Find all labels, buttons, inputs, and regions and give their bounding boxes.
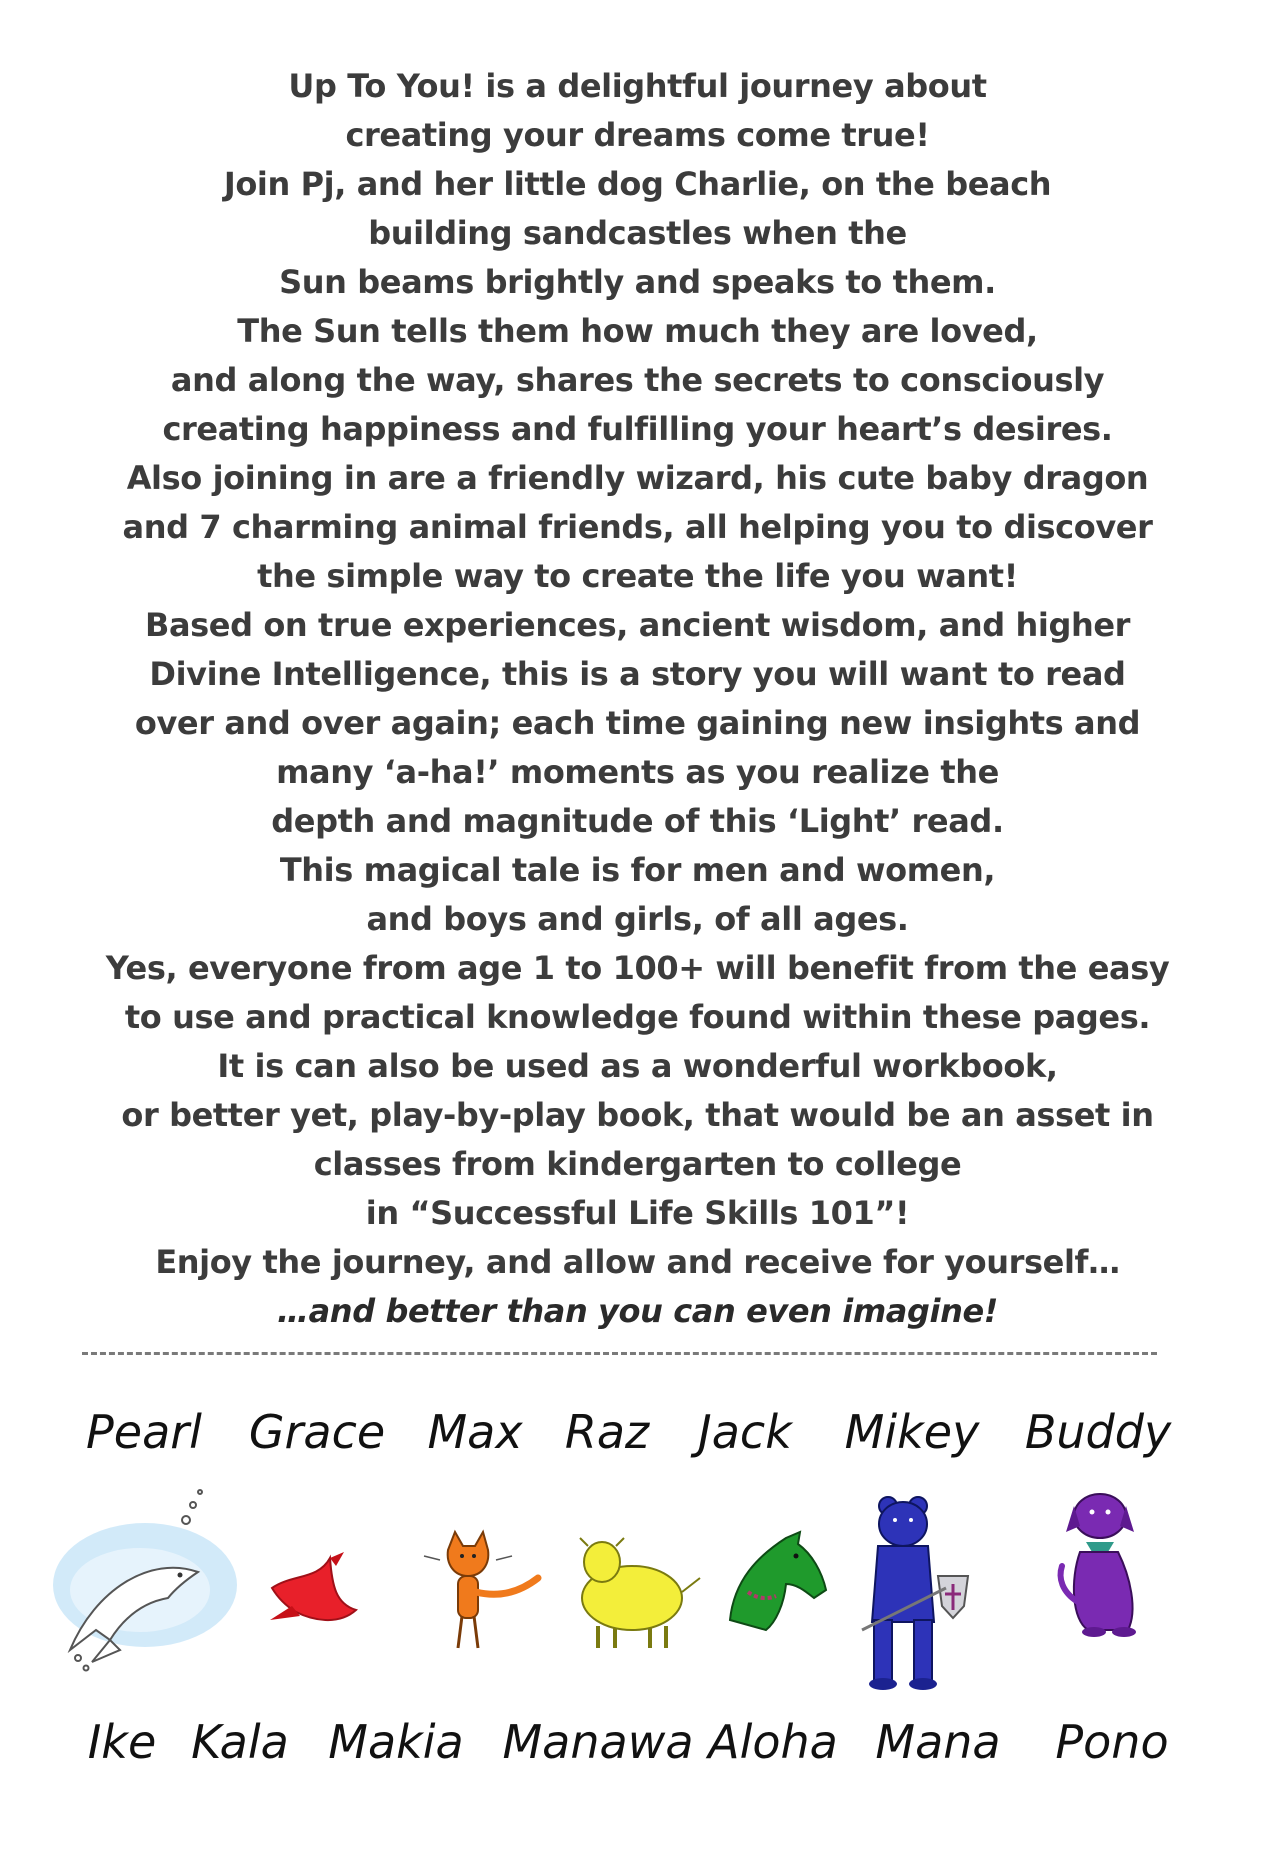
name-buddy: Buddy <box>1024 1405 1172 1459</box>
name-ike: Ike <box>87 1715 157 1769</box>
character-names-top <box>0 1405 1275 1475</box>
description-line: and along the way, shares the secrets to consciously <box>170 361 1105 399</box>
name-makia: Makia <box>328 1715 464 1769</box>
description-line: or better yet, play-by-play book, that would be an asset in <box>121 1096 1154 1134</box>
cow-icon <box>580 1538 700 1648</box>
name-max: Max <box>427 1405 523 1459</box>
cat-icon <box>424 1532 538 1648</box>
name-kala: Kala <box>191 1715 289 1769</box>
description-line: classes from kindergarten to college <box>313 1145 962 1183</box>
name-mikey: Mikey <box>844 1405 980 1459</box>
dog-icon <box>1061 1494 1136 1637</box>
description-line: Yes, everyone from age 1 to 100+ will benefit from the easy <box>105 949 1170 987</box>
description-line: creating happiness and fulfilling your heart’s desires. <box>162 410 1113 448</box>
name-aloha: Aloha <box>708 1715 838 1769</box>
bird-icon <box>270 1552 356 1620</box>
description-line: Up To You! is a delightful journey about <box>288 67 987 105</box>
description-line: building sandcastles when the <box>368 214 907 252</box>
description-line: to use and practical knowledge found within these pages. <box>124 998 1151 1036</box>
description-line: Also joining in are a friendly wizard, his cute baby dragon <box>126 459 1149 497</box>
character-names-bottom <box>0 1715 1275 1785</box>
description-line: Sun beams brightly and speaks to them. <box>279 263 996 301</box>
closing-line: …and better than you can even imagine! <box>277 1292 998 1330</box>
description-line: Enjoy the journey, and allow and receive for yourself… <box>155 1243 1120 1281</box>
description-line: The Sun tells them how much they are loved, <box>237 312 1038 350</box>
description-line: Based on true experiences, ancient wisdom, and higher <box>144 606 1131 644</box>
dolphin-icon <box>53 1490 237 1671</box>
description-line: many ‘a-ha!’ moments as you realize the <box>276 753 999 791</box>
name-mana: Mana <box>875 1715 1001 1769</box>
name-jack: Jack <box>698 1405 792 1459</box>
name-manawa: Manawa <box>502 1715 694 1769</box>
name-raz: Raz <box>564 1405 650 1459</box>
bear-icon <box>862 1497 968 1690</box>
horse-icon <box>730 1532 826 1630</box>
name-pono: Pono <box>1055 1715 1169 1769</box>
description-line: Join Pj, and her little dog Charlie, on the beach <box>223 165 1052 203</box>
description-line: depth and magnitude of this ‘Light’ read. <box>271 802 1004 840</box>
description-line: over and over again; each time gaining new insights and <box>134 704 1141 742</box>
description-line: and boys and girls, of all ages. <box>366 900 909 938</box>
description-line: and 7 charming animal friends, all helping you to discover <box>122 508 1153 546</box>
name-grace: Grace <box>248 1405 386 1459</box>
description-line: Divine Intelligence, this is a story you will want to read <box>149 655 1126 693</box>
description-line: It is can also be used as a wonderful workbook, <box>217 1047 1058 1085</box>
dashed-divider <box>82 1352 1157 1355</box>
character-illustrations <box>0 1480 1275 1710</box>
description-line: This magical tale is for men and women, <box>279 851 996 889</box>
description-line: the simple way to create the life you want! <box>257 557 1018 595</box>
book-description <box>40 62 1235 1336</box>
description-line: creating your dreams come true! <box>345 116 930 154</box>
name-pearl: Pearl <box>86 1405 202 1459</box>
description-line: in “Successful Life Skills 101”! <box>365 1194 910 1232</box>
